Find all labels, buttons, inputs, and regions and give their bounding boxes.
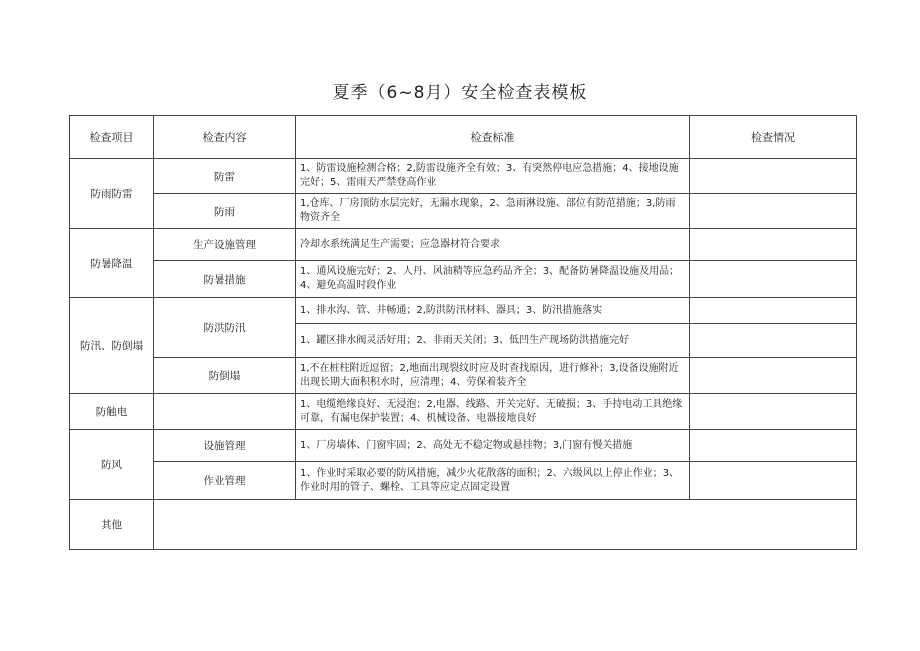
status-cell[interactable]: [690, 261, 857, 298]
standard-cell: 1、厂房墙体、门窗牢固；2、高处无不稳定物或悬挂物；3,门窗有慢关措施: [296, 430, 690, 462]
status-cell[interactable]: [690, 358, 857, 394]
standard-cell: 1、防雷设施检测合格；2,防雷设施齐全有效；3、有突然停电应急措施；4、接地设施完好；5、雷雨天严禁登高作业: [296, 159, 690, 194]
category-cell: 防汛、防倒塌: [70, 298, 154, 394]
status-cell[interactable]: [690, 229, 857, 261]
status-cell[interactable]: [690, 159, 857, 194]
content-cell: [154, 394, 296, 430]
table-row: [70, 261, 857, 298]
table-row: [70, 500, 857, 550]
standard-cell: 1、罐区排水阀灵活好用；2、非雨天关闭；3、低凹生产现场防洪措施完好: [296, 324, 690, 358]
standard-cell: 1、作业时采取必要的防风措施，减少火花散落的面积；2、六级风以上停止作业；3、作业时用的管子、螺栓、工具等应定点固定设置: [296, 462, 690, 500]
standard-cell: 1、电缆绝缘良好、无浸泡；2,电器、线路、开关完好、无破损；3、手持电动工具绝缘可靠，有漏电保护装置；4、机械设备、电器接地良好: [296, 394, 690, 430]
header-content: 检查内容: [154, 116, 296, 159]
status-cell[interactable]: [690, 324, 857, 358]
content-cell: 防雷: [154, 159, 296, 194]
header-standard: 检查标准: [296, 116, 690, 159]
category-cell: 其他: [70, 500, 154, 550]
content-cell: 防倒塌: [154, 358, 296, 394]
table-row: [70, 430, 857, 462]
status-cell[interactable]: [690, 430, 857, 462]
status-cell[interactable]: [690, 394, 857, 430]
standard-cell: 1、通风设施完好；2、人丹、风油精等应急药品齐全；3、配备防暑降温设施及用品；4、避免高温时段作业: [296, 261, 690, 298]
category-cell: 防雨防雷: [70, 159, 154, 229]
header-item: 检查项目: [70, 116, 154, 159]
header-row: [70, 116, 857, 159]
table-row: [70, 229, 857, 261]
standard-cell: 1、排水沟、管、井畅通；2,防洪防汛材料、器具；3、防汛措施落实: [296, 298, 690, 324]
other-notes-cell[interactable]: [154, 500, 857, 550]
document-title: 夏季（6~8月）安全检查表模板: [332, 83, 588, 103]
header-status: 检查情况: [690, 116, 857, 159]
content-cell: 作业管理: [154, 462, 296, 500]
standard-cell: 1,不在桩柱附近逗留；2,地面出现裂纹时应及时查找原因，进行修补；3,设备设施附近出现长期大面积积水时，应清理；4、劳保着装齐全: [296, 358, 690, 394]
status-cell[interactable]: [690, 462, 857, 500]
standard-cell: 冷却水系统满足生产需要；应急器材符合要求: [296, 229, 690, 261]
standard-cell: 1,仓库、厂房顶防水层完好，无漏水现象，2、急雨淋设施、部位有防范措施；3,防雨物资齐全: [296, 194, 690, 229]
table-row: [70, 298, 857, 324]
category-cell: 防风: [70, 430, 154, 500]
table-row: [70, 462, 857, 500]
table-row: [70, 394, 857, 430]
status-cell[interactable]: [690, 194, 857, 229]
content-cell: 生产设施管理: [154, 229, 296, 261]
status-cell[interactable]: [690, 298, 857, 324]
table-row: [70, 194, 857, 229]
content-cell: 设施管理: [154, 430, 296, 462]
table-row: [70, 159, 857, 194]
content-cell: 防暑措施: [154, 261, 296, 298]
category-cell: 防暑降温: [70, 229, 154, 298]
content-cell: 防洪防汛: [154, 298, 296, 358]
inspection-table: [69, 115, 857, 550]
content-cell: 防雨: [154, 194, 296, 229]
category-cell: 防触电: [70, 394, 154, 430]
table-row: [70, 358, 857, 394]
